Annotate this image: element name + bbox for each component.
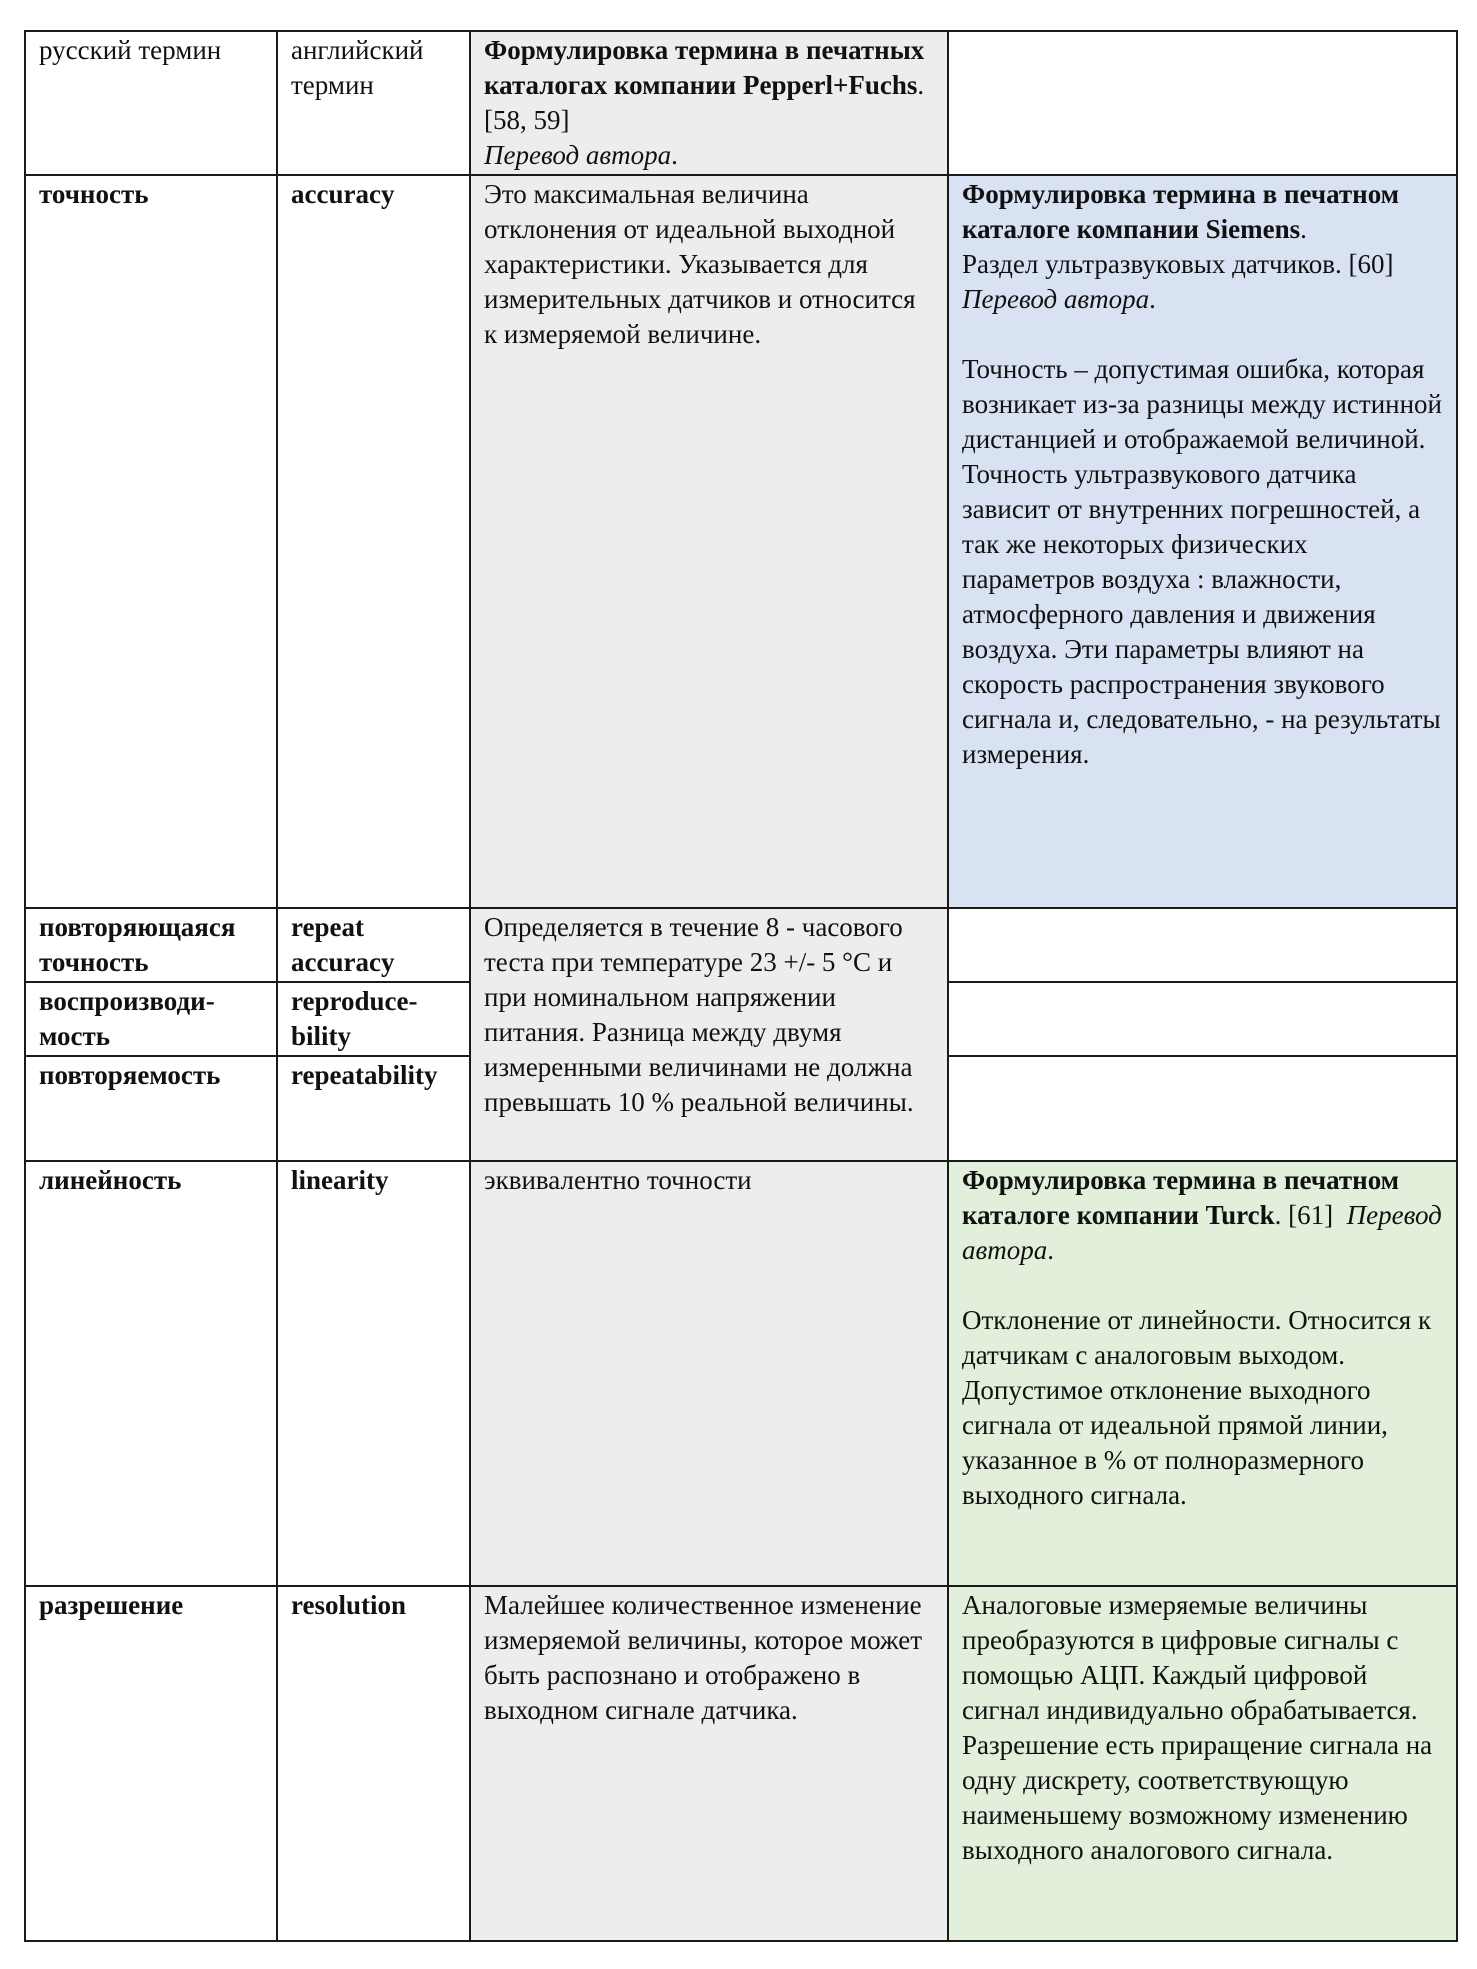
turck-def-resolution: Аналоговые измеряемые величины преобразуются в цифровые сигналы с помощью АЦП. Каждый цифровой сигнал индивидуально обрабатывается. Разрешение есть приращение сигнала на одну дискрету, соответствующую наименьшему возможному изменению выходного аналогового сигнала. xyxy=(948,1586,1457,1941)
header-empty-cell xyxy=(948,31,1457,175)
pf-title: Формулировка термина в печатных каталогах компании xyxy=(484,35,925,100)
term-ru-linearity: линейность xyxy=(25,1161,277,1586)
pf-def-repeatability: Определяется в течение 8 - часового теста при температуре 23 +/- 5 °C и при номинальном напряжении питания. Разница между двумя измеренными величинами не должна превышать 10 % реальной величины. xyxy=(470,908,948,1161)
term-en-reproducibility: reproduce-bility xyxy=(277,982,470,1056)
turck-dot: . xyxy=(1047,1235,1054,1265)
term-ru-accuracy: точность xyxy=(25,175,277,908)
siemens-section: Раздел ультразвуковых датчиков. [60] xyxy=(962,249,1394,279)
empty-cell-repeatability xyxy=(948,1056,1457,1161)
empty-cell-repeat-accuracy xyxy=(948,908,1457,982)
turck-translation: Перевод автора xyxy=(962,1200,1442,1265)
term-en-linearity: linearity xyxy=(277,1161,470,1586)
siemens-translation: Перевод автора xyxy=(962,284,1150,314)
header-pepperl-fuchs xyxy=(470,31,948,175)
siemens-company: Siemens xyxy=(1205,214,1301,244)
pf-dot: . xyxy=(671,140,678,170)
pf-def-resolution: Малейшее количественное изменение измеряемой величины, которое может быть распознано и отображено в выходном сигнале датчика. xyxy=(470,1586,948,1941)
pf-company: Pepperl+Fuchs xyxy=(743,70,918,100)
row-accuracy xyxy=(25,175,1457,908)
header-english-term: английский термин xyxy=(277,31,470,175)
term-ru-repeat-accuracy: повторяющаяся точность xyxy=(25,908,277,982)
turck-text-linearity: Отклонение от линейности. Относится к датчикам с аналоговым выходом. Допустимое отклонение выходного сигнала от идеальной прямой линии, указанное в % от полноразмерного выходного сигнала. xyxy=(962,1305,1432,1510)
term-ru-resolution: разрешение xyxy=(25,1586,277,1941)
empty-cell-reproducibility xyxy=(948,982,1457,1056)
turck-def-linearity xyxy=(948,1161,1457,1586)
siemens-def-accuracy xyxy=(948,175,1457,908)
term-ru-repeatability: повторяемость xyxy=(25,1056,277,1161)
table-header-row xyxy=(25,31,1457,175)
terminology-table xyxy=(24,30,1458,1942)
row-linearity xyxy=(25,1161,1457,1586)
header-russian-term: русский термин xyxy=(25,31,277,175)
row-repeat-accuracy xyxy=(25,908,1457,982)
siemens-dot: . xyxy=(1300,214,1307,244)
turck-title: Формулировка термина в печатном каталоге компании xyxy=(962,1165,1400,1230)
term-en-repeat-accuracy: repeat accuracy xyxy=(277,908,470,982)
term-en-repeatability: repeatability xyxy=(277,1056,470,1161)
row-resolution xyxy=(25,1586,1457,1941)
term-en-resolution: resolution xyxy=(277,1586,470,1941)
turck-company: Turck xyxy=(1205,1200,1275,1230)
turck-ref: . [61] xyxy=(1274,1200,1334,1230)
pf-def-linearity: эквивалентно точности xyxy=(470,1161,948,1586)
term-ru-reproducibility: воспроизводи-мость xyxy=(25,982,277,1056)
pf-def-accuracy: Это максимальная величина отклонения от идеальной выходной характеристики. Указывается для измерительных датчиков и относится к измеряемой величине. xyxy=(470,175,948,908)
term-en-accuracy: accuracy xyxy=(277,175,470,908)
pf-ref: . [58, 59] xyxy=(484,70,925,135)
document-page xyxy=(24,30,1456,1942)
pf-translation: Перевод автора xyxy=(484,140,672,170)
siemens-translation-dot: . xyxy=(1149,284,1156,314)
siemens-text: Точность – допустимая ошибка, которая возникает из-за разницы между истинной дистанцией и отображаемой величиной. Точность ультразвукового датчика зависит от внутренних погрешностей, а так же некоторых физических параметров воздуха : влажности, атмосферного давления и движения воздуха. Эти параметры влияют на скорость распространения звукового сигнала и, следовательно, - на результаты измерения. xyxy=(962,354,1442,769)
siemens-title: Формулировка термина в печатном каталоге компании xyxy=(962,179,1400,244)
